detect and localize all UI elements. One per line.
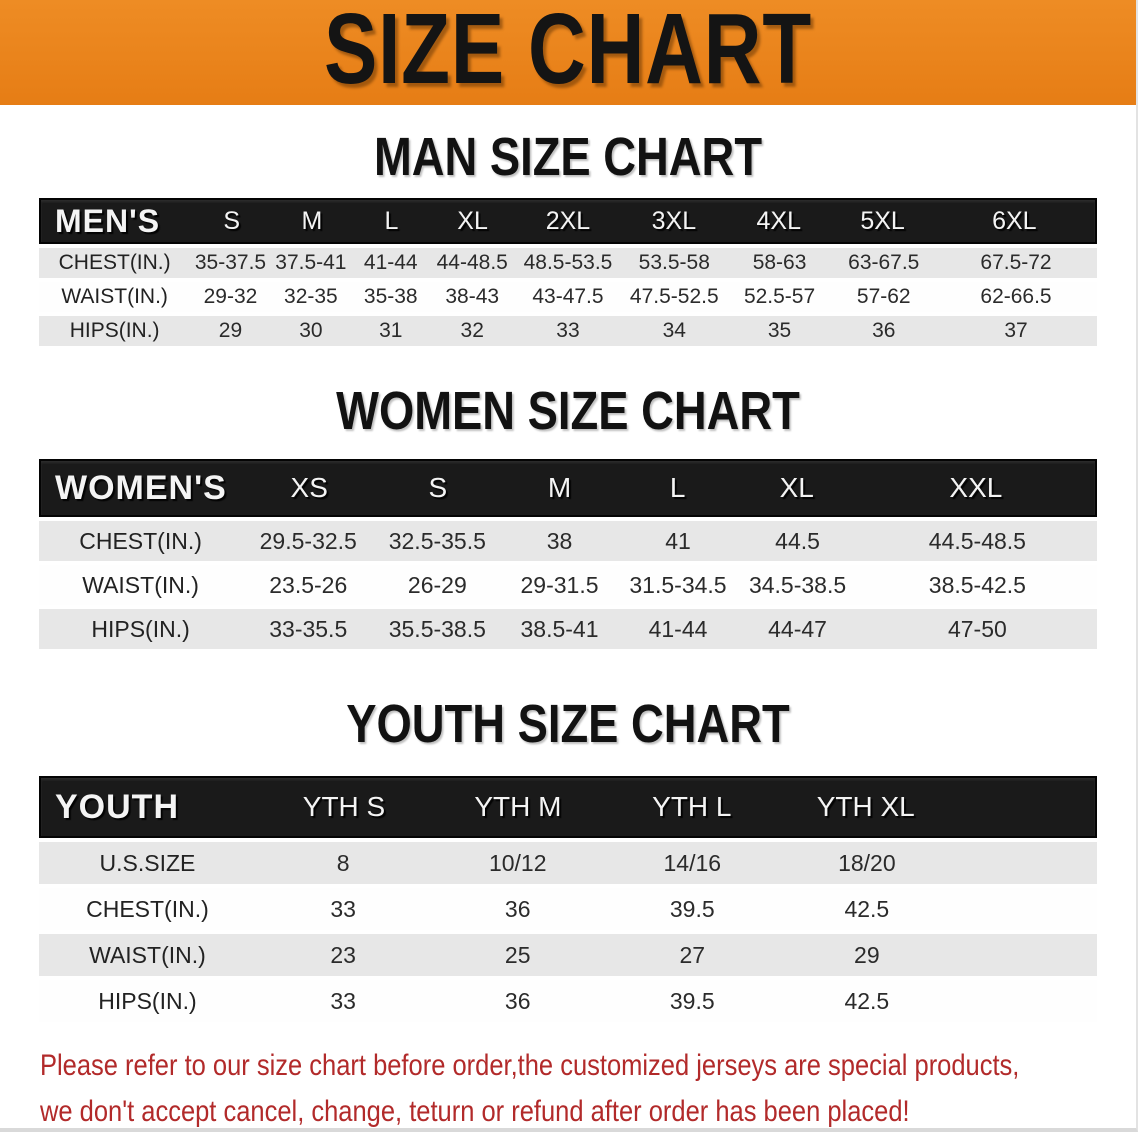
column-header: M: [547, 472, 572, 503]
data-cell: 8: [336, 849, 350, 876]
table-row: [39, 888, 1097, 930]
table-row: [39, 980, 1097, 1022]
data-cell: 32-35: [284, 285, 338, 308]
data-cell: 29-32: [203, 285, 258, 308]
data-cell: 29-31.5: [520, 571, 599, 598]
column-header: YTH S: [302, 791, 386, 822]
data-cell: 47.5-52.5: [629, 285, 719, 308]
table-header-label: YOUTH: [55, 787, 179, 826]
column-header: XXL: [949, 472, 1003, 503]
data-cell: 44.5: [775, 527, 820, 554]
data-cell: 39.5: [669, 895, 715, 922]
table-row: [39, 934, 1097, 976]
data-cell: 62-66.5: [980, 285, 1052, 308]
data-cell: 53.5-58: [638, 251, 710, 274]
data-cell: 63-67.5: [848, 251, 920, 274]
table-header-row: [39, 776, 1097, 838]
data-cell: 41: [665, 527, 691, 554]
disclaimer: [40, 1043, 1136, 1132]
youth-section-heading: YOUTH SIZE CHART: [346, 694, 790, 754]
men-section-heading: MAN SIZE CHART: [373, 127, 763, 187]
column-header: M: [301, 206, 323, 235]
row-label-cell: HIPS(IN.): [69, 319, 160, 342]
data-cell: 32: [460, 319, 484, 342]
size-chart-banner: [0, 0, 1136, 105]
data-cell: 58-63: [752, 251, 807, 274]
row-label-cell: CHEST(IN.): [79, 527, 202, 554]
data-cell: 52.5-57: [743, 285, 816, 308]
table-header-label: WOMEN'S: [55, 468, 227, 507]
column-header: 3XL: [651, 206, 697, 235]
data-cell: 36: [504, 987, 531, 1014]
data-cell: 38.5-41: [520, 615, 599, 642]
column-header: YTH L: [652, 791, 732, 822]
data-cell: 33-35.5: [269, 615, 348, 642]
data-cell: 37: [1004, 319, 1028, 342]
data-cell: 31: [379, 319, 403, 342]
data-cell: 44.5-48.5: [928, 527, 1026, 554]
data-cell: 44-47: [768, 615, 827, 642]
column-header: 6XL: [992, 206, 1037, 235]
section-men: [0, 127, 1136, 346]
data-cell: 39.5: [669, 987, 715, 1014]
data-cell: 18/20: [838, 849, 896, 876]
column-header: 4XL: [756, 206, 801, 235]
data-cell: 37.5-41: [275, 251, 347, 274]
data-cell: 41-44: [648, 615, 708, 642]
data-cell: 34.5-38.5: [748, 571, 847, 598]
data-cell: 26-29: [407, 571, 467, 598]
data-cell: 41-44: [363, 251, 418, 274]
data-cell: 29.5-32.5: [259, 527, 357, 554]
data-cell: 34: [662, 319, 686, 342]
table-row: [39, 282, 1097, 312]
section-youth: [0, 694, 1136, 1022]
data-cell: 33: [556, 319, 580, 342]
table-row: [39, 248, 1097, 278]
table-row: [39, 521, 1097, 561]
data-cell: 25: [504, 941, 531, 968]
data-cell: 38.5-42.5: [928, 571, 1026, 598]
table-row: [39, 565, 1097, 605]
data-cell: 38: [546, 527, 573, 554]
row-label-cell: WAIST(IN.): [61, 285, 168, 308]
data-cell: 38-43: [445, 285, 500, 308]
data-cell: 31.5-34.5: [629, 571, 727, 598]
youth-size-table: [39, 776, 1097, 1022]
data-cell: 47-50: [947, 615, 1007, 642]
women-section-heading: WOMEN SIZE CHART: [336, 381, 800, 441]
row-label-cell: WAIST(IN.): [82, 571, 199, 598]
data-cell: 23: [330, 941, 356, 968]
table-row: [39, 842, 1097, 884]
column-header: 2XL: [545, 206, 591, 235]
data-cell: 27: [679, 941, 706, 968]
row-label-cell: CHEST(IN.): [86, 895, 209, 922]
data-cell: 29: [218, 319, 243, 342]
row-label-cell: HIPS(IN.): [98, 987, 197, 1014]
data-cell: 35: [767, 319, 792, 342]
data-cell: 35.5-38.5: [388, 615, 486, 642]
column-header: 5XL: [860, 206, 905, 235]
column-header: L: [669, 472, 686, 503]
data-cell: 57-62: [856, 285, 911, 308]
data-cell: 42.5: [844, 895, 890, 922]
table-header-row: [39, 198, 1097, 244]
disclaimer-line-1: Please refer to our size chart before order,the customized jerseys are special products,: [40, 1049, 1020, 1082]
data-cell: 33: [330, 895, 356, 922]
table-row: [39, 316, 1097, 346]
data-cell: 23.5-26: [269, 571, 348, 598]
row-label-cell: U.S.SIZE: [99, 849, 196, 876]
data-cell: 35-38: [363, 285, 418, 308]
column-header: S: [223, 206, 241, 235]
men-size-table: [39, 198, 1097, 346]
column-header: YTH M: [474, 791, 562, 822]
data-cell: 35-37.5: [194, 251, 267, 274]
column-header: S: [428, 472, 448, 503]
data-cell: 48.5-53.5: [523, 251, 613, 274]
table-header-row: [39, 459, 1097, 517]
column-header: L: [384, 206, 399, 235]
row-label-cell: WAIST(IN.): [89, 941, 206, 968]
column-header: XL: [779, 472, 814, 503]
data-cell: 30: [299, 319, 323, 342]
data-cell: 42.5: [844, 987, 890, 1014]
row-label-cell: HIPS(IN.): [91, 615, 190, 642]
data-cell: 43-47.5: [532, 285, 604, 308]
women-size-table: [39, 459, 1097, 649]
data-cell: 36: [504, 895, 531, 922]
column-header: YTH XL: [816, 791, 915, 822]
data-cell: 44-48.5: [436, 251, 508, 274]
section-women: [0, 381, 1136, 649]
data-cell: 10/12: [488, 849, 547, 876]
table-row: [39, 609, 1097, 649]
column-header: XL: [457, 206, 488, 235]
data-cell: 29: [854, 941, 880, 968]
data-cell: 67.5-72: [980, 251, 1052, 274]
data-cell: 14/16: [663, 849, 722, 876]
row-label-cell: CHEST(IN.): [58, 251, 171, 274]
data-cell: 36: [872, 319, 896, 342]
disclaimer-line-2: we don't accept cancel, change, teturn or refund after order has been placed!: [40, 1095, 910, 1128]
banner-title: SIZE CHART: [324, 0, 812, 105]
data-cell: 33: [330, 987, 356, 1014]
column-header: XS: [290, 472, 328, 503]
data-cell: 32.5-35.5: [388, 527, 486, 554]
table-header-label: MEN'S: [55, 202, 161, 239]
